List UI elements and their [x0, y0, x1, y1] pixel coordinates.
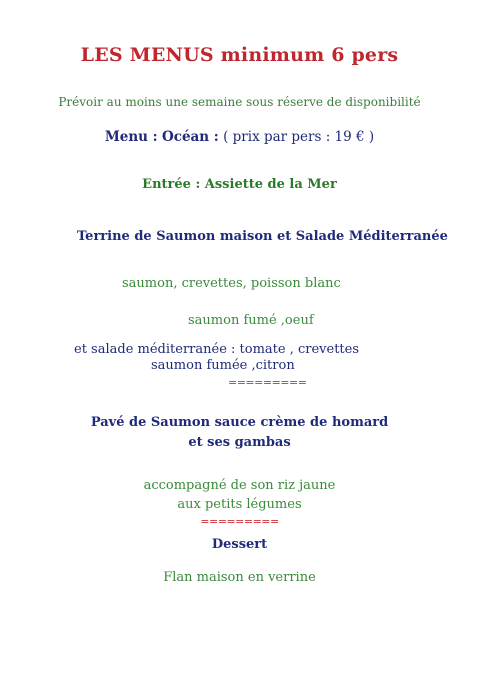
main-dish-line: et ses gambas [188, 435, 291, 450]
main-dish-line: Pavé de Saumon sauce crème de homard [90, 415, 389, 430]
menu-label: Menu : [104, 129, 158, 145]
starter-line: saumon fumé ,oeuf [188, 313, 314, 328]
starter-dish: Terrine de Saumon maison et Salade Méditerranée [77, 229, 448, 244]
dessert-heading: Dessert [211, 537, 268, 552]
page-title: LES MENUS minimum 6 pers [80, 44, 399, 66]
starter-line: saumon, crevettes, poisson blanc [122, 276, 341, 291]
starter-line: saumon fumée ,citron [151, 358, 295, 373]
starter-line: et salade méditerranée : tomate , crevettes [74, 342, 360, 357]
separator: ========= [200, 515, 279, 528]
menu-heading [0, 129, 479, 145]
entree-heading: Entrée : Assiette de la Mer [142, 177, 337, 192]
main-side-line: aux petits légumes [177, 497, 302, 512]
separator: ========= [228, 376, 307, 389]
dessert-item: Flan maison en verrine [163, 570, 316, 585]
availability-note: Prévoir au moins une semaine sous réserve de disponibilité [58, 95, 421, 109]
menu-price: ( prix par pers : 19 € ) [223, 129, 375, 145]
menu-name: Océan : [161, 129, 219, 145]
main-side-line: accompagné de son riz jaune [143, 478, 336, 493]
